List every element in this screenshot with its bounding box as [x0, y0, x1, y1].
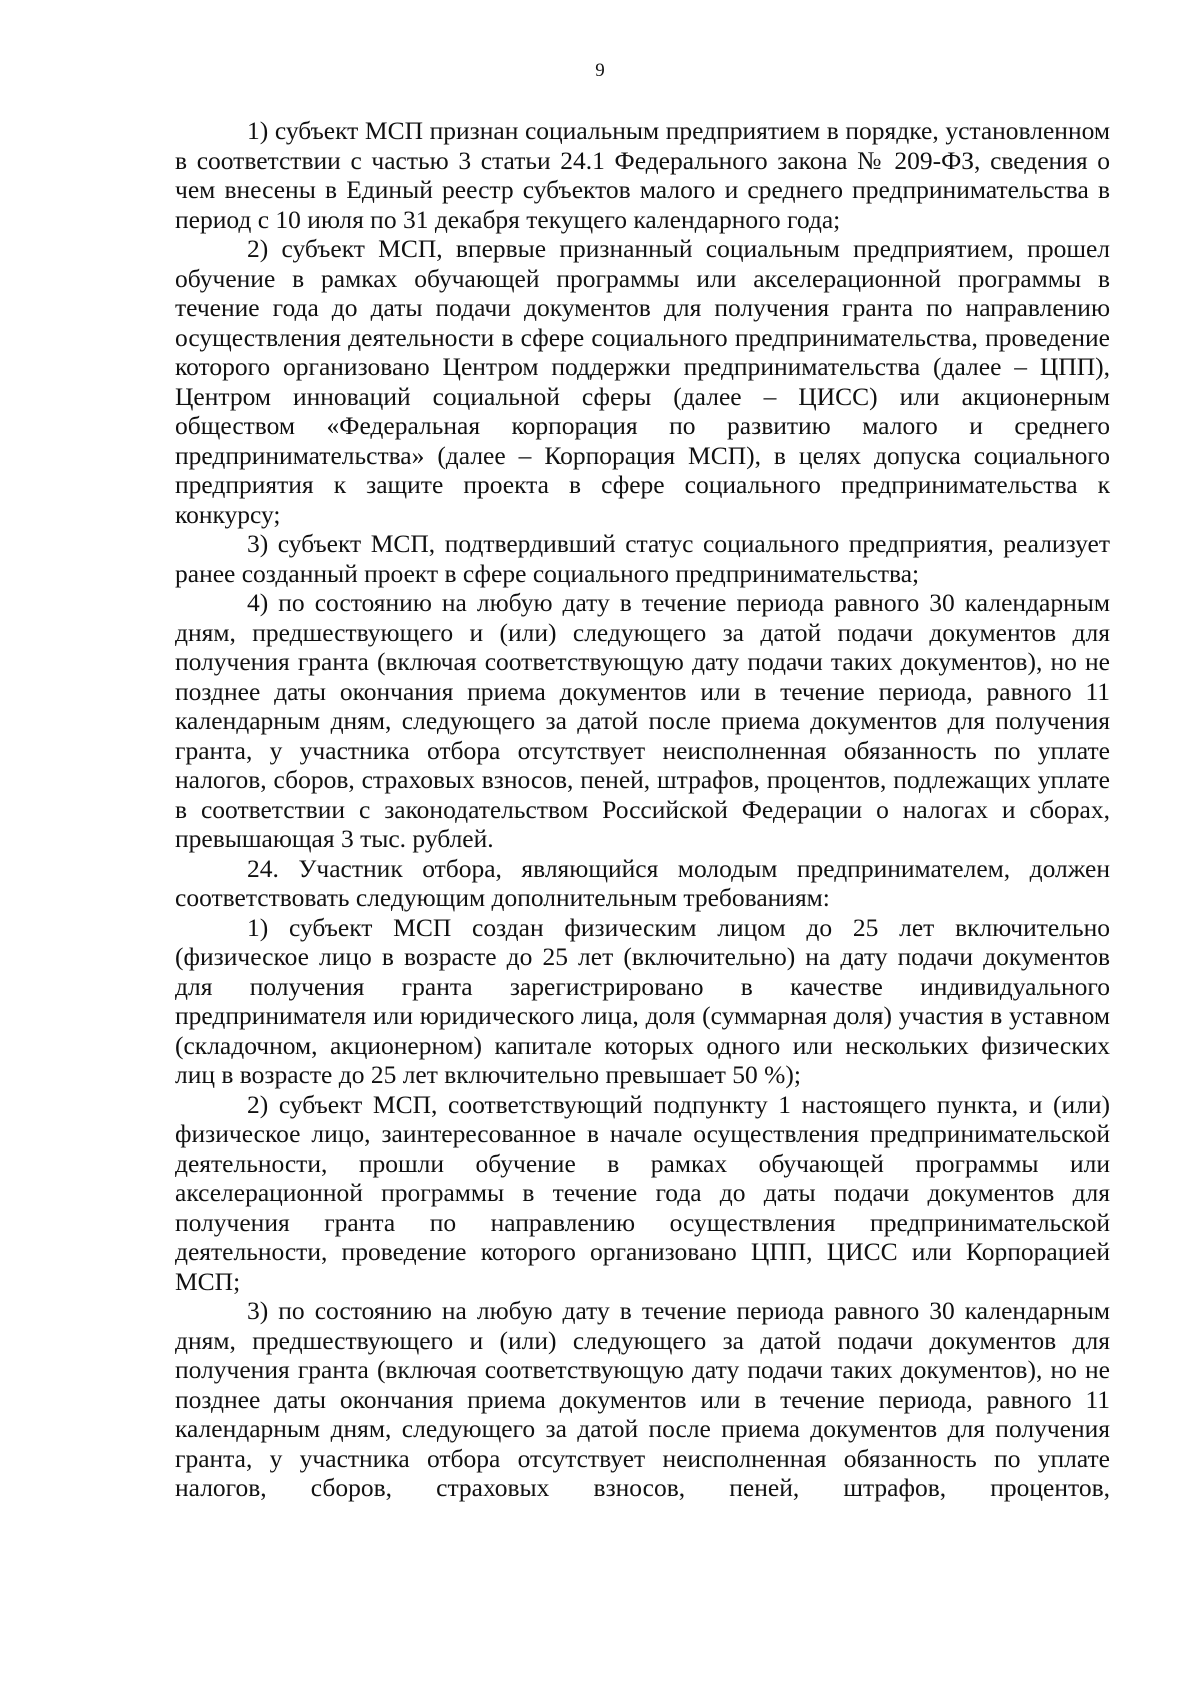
page-number: 9 [595, 60, 605, 81]
paragraph-24-intro: 24. Участник отбора, являющийся молодым предпринимателем, должен соответствовать следующим дополнительным требованиям: [175, 853, 1110, 912]
paragraph-23-item-4: 4) по состоянию на любую дату в течение периода равного 30 календарным дням, предшествующего и (или) следующего за датой подачи документов для получения гранта (включая соответствующую дату подачи таких документов), но не позднее даты окончания приема документов или в течение периода, равного 11 календарным дням, следующего за датой после приема документов для получения гранта, у участника отбора отсутствует неисполненная обязанность по уплате налогов, сборов, страховых взносов, пеней, штрафов, процентов, подлежащих уплате в соответствии с законодательством Российской Федерации о налогах и сборах, превышающая 3 тыс. рублей. [175, 588, 1110, 853]
paragraph-23-item-1: 1) субъект МСП признан социальным предприятием в порядке, установленном в соответствии с частью 3 статьи 24.1 Федерального закона № 209-ФЗ, сведения о чем внесены в Единый реестр субъектов малого и среднего предпринимательства в период с 10 июля по 31 декабря текущего календарного года; [175, 116, 1110, 234]
paragraph-24-item-2: 2) субъект МСП, соответствующий подпункту 1 настоящего пункта, и (или) физическое лицо, заинтересованное в начале осуществления предпринимательской деятельности, прошли обучение в рамках обучающей программы или акселерационной программы в течение года до даты подачи документов для получения гранта по направлению осуществления предпринимательской деятельности, проведение которого организовано ЦПП, ЦИСС или Корпорацией МСП; [175, 1089, 1110, 1296]
document-body [175, 116, 1110, 1503]
paragraph-24-item-1: 1) субъект МСП создан физическим лицом до 25 лет включительно (физическое лицо в возрасте до 25 лет (включительно) на дату подачи документов для получения гранта зарегистрировано в качестве индивидуального предпринимателя или юридического лица, доля (суммарная доля) участия в уставном (складочном, акционерном) капитале которых одного или нескольких физических лиц в возрасте до 25 лет включительно превышает 50 %); [175, 912, 1110, 1089]
paragraph-23-item-2: 2) субъект МСП, впервые признанный социальным предприятием, прошел обучение в рамках обучающей программы или акселерационной программы в течение года до даты подачи документов для получения гранта по направлению осуществления деятельности в сфере социального предпринимательства, проведение которого организовано Центром поддержки предпринимательства (далее – ЦПП), Центром инноваций социальной сферы (далее – ЦИСС) или акционерным обществом «Федеральная корпорация по развитию малого и среднего предпринимательства» (далее – Корпорация МСП), в целях допуска социального предприятия к защите проекта в сфере социального предпринимательства к конкурсу; [175, 234, 1110, 529]
paragraph-24-item-3: 3) по состоянию на любую дату в течение периода равного 30 календарным дням, предшествующего и (или) следующего за датой подачи документов для получения гранта (включая соответствующую дату подачи таких документов), но не позднее даты окончания приема документов или в течение периода, равного 11 календарным дням, следующего за датой после приема документов для получения гранта, у участника отбора отсутствует неисполненная обязанность по уплате налогов, сборов, страховых взносов, пеней, штрафов, процентов, [175, 1296, 1110, 1502]
paragraph-23-item-3: 3) субъект МСП, подтвердивший статус социального предприятия, реализует ранее созданный проект в сфере социального предпринимательства; [175, 529, 1110, 588]
